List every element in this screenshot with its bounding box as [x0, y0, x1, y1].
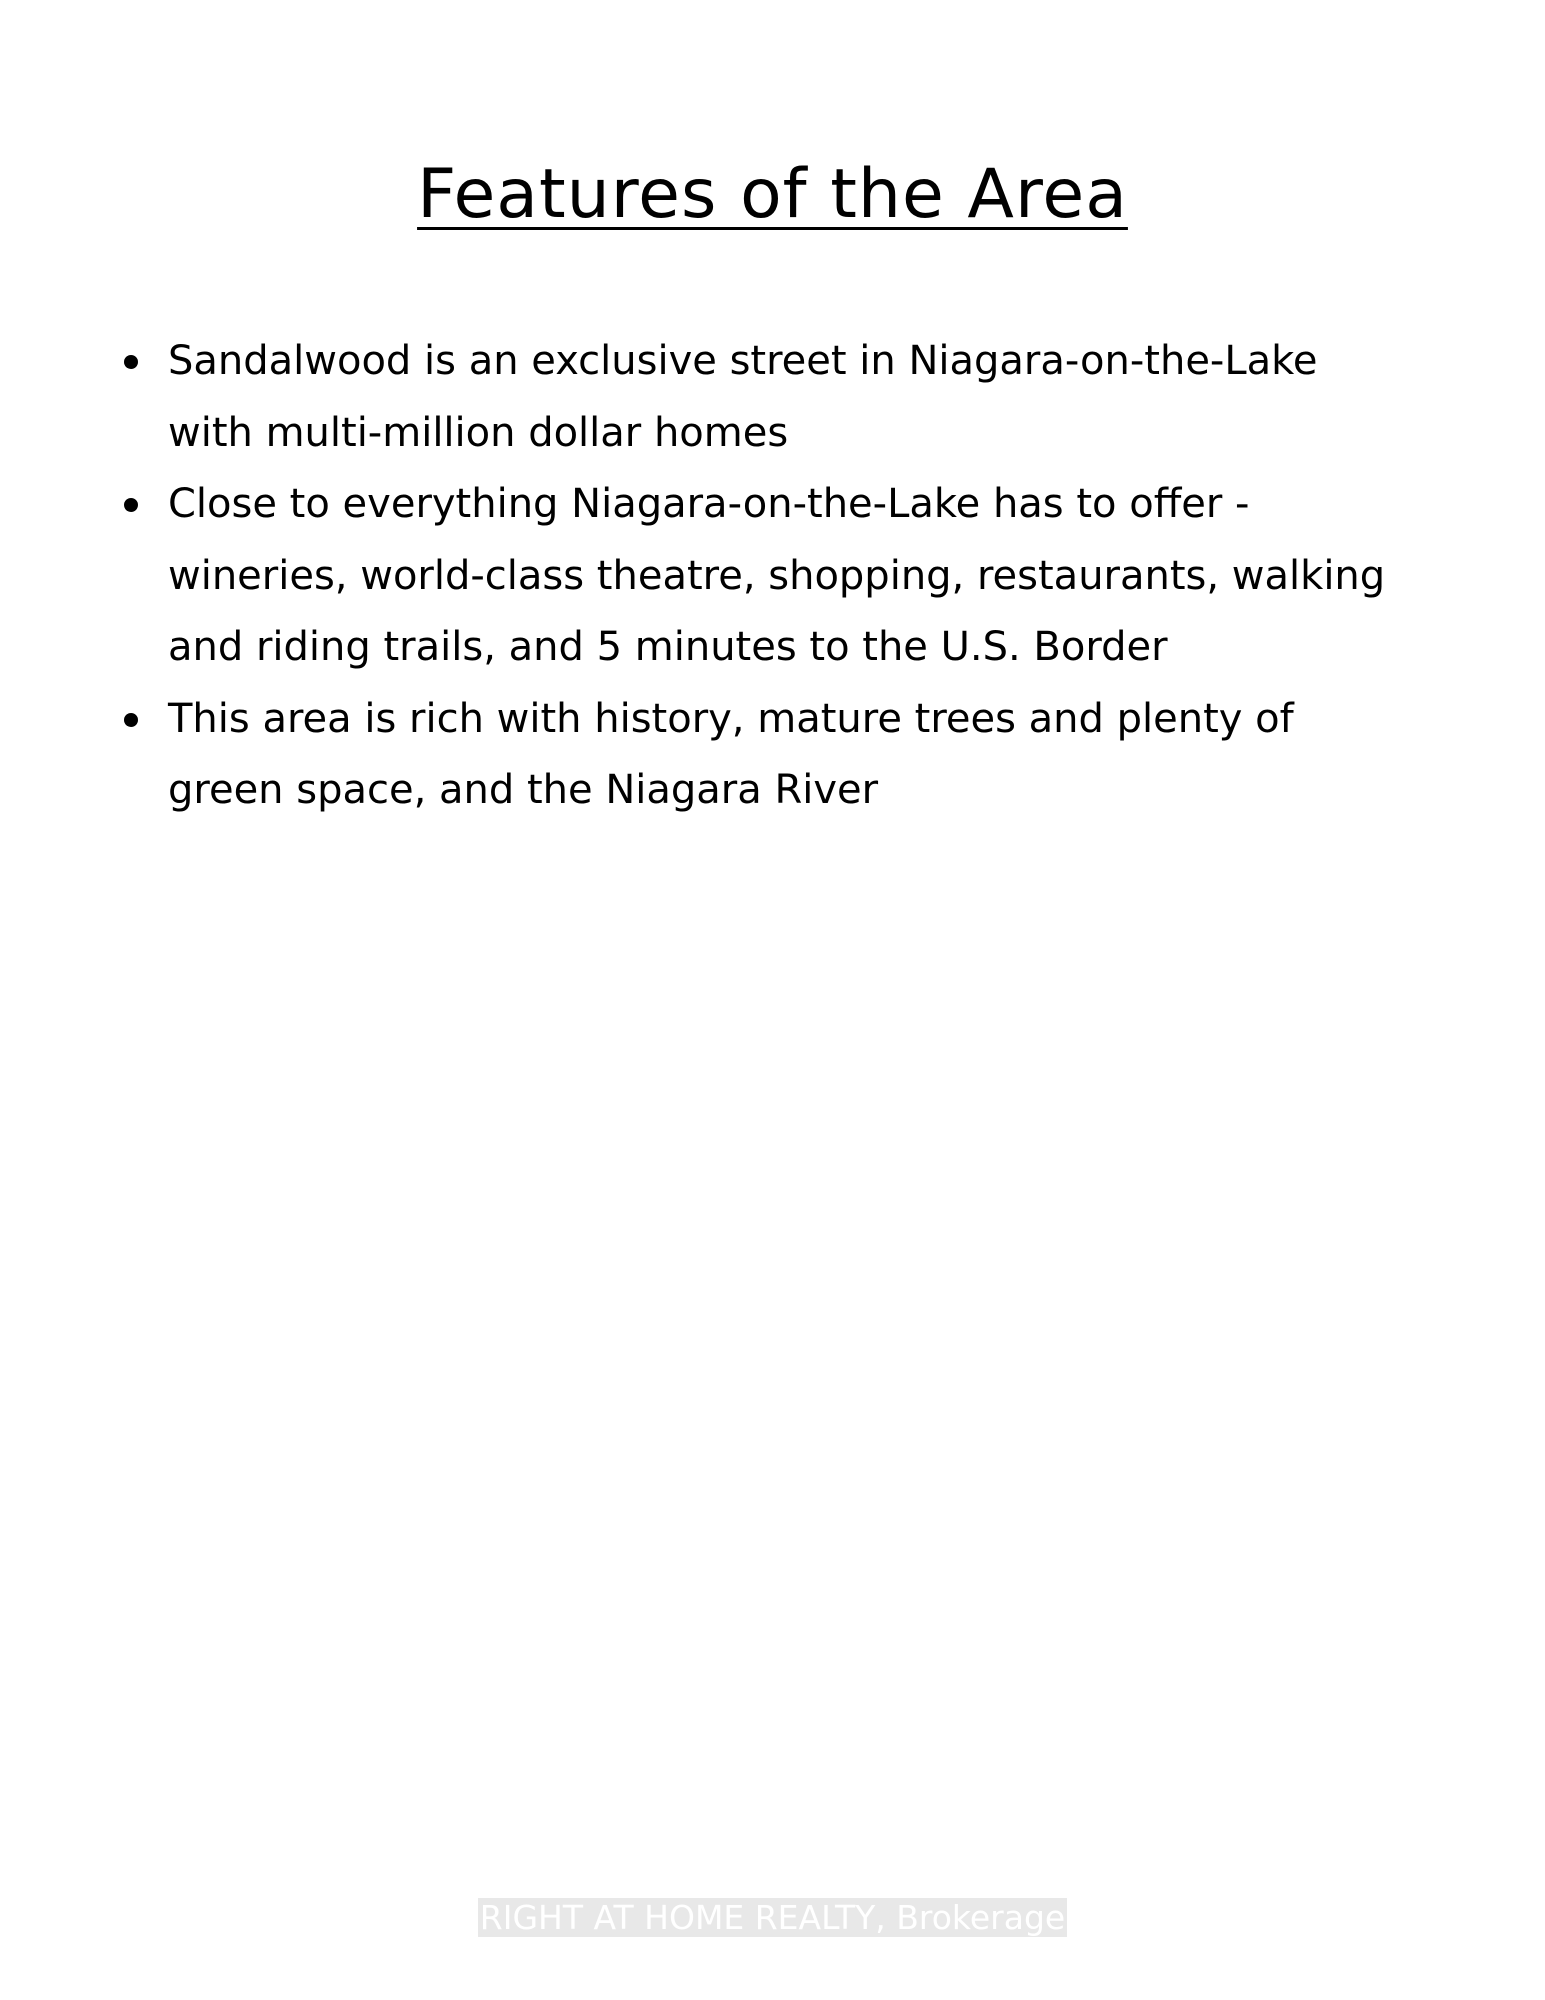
list-item	[168, 469, 1388, 684]
page-title: Features of the Area	[417, 155, 1128, 234]
watermark-text: RIGHT AT HOME REALTY, Brokerage	[479, 1898, 1066, 1937]
list-item	[168, 684, 1388, 827]
bullet-icon	[124, 355, 138, 369]
feature-text: This area is rich with history, mature trees and plenty of green space, and the Niagara River	[168, 695, 1294, 813]
feature-text: Sandalwood is an exclusive street in Niagara-on-the-Lake with multi-million dollar homes	[168, 338, 1318, 456]
feature-text: Close to everything Niagara-on-the-Lake has to offer - wineries, world-class theatre, shopping, restaurants, walking and riding trails, and 5 minutes to the U.S. Border	[168, 481, 1386, 670]
features-list	[168, 326, 1388, 827]
bullet-icon	[124, 713, 138, 727]
list-item	[168, 326, 1388, 469]
bullet-icon	[124, 498, 138, 512]
footer-watermark	[0, 1898, 1545, 1938]
